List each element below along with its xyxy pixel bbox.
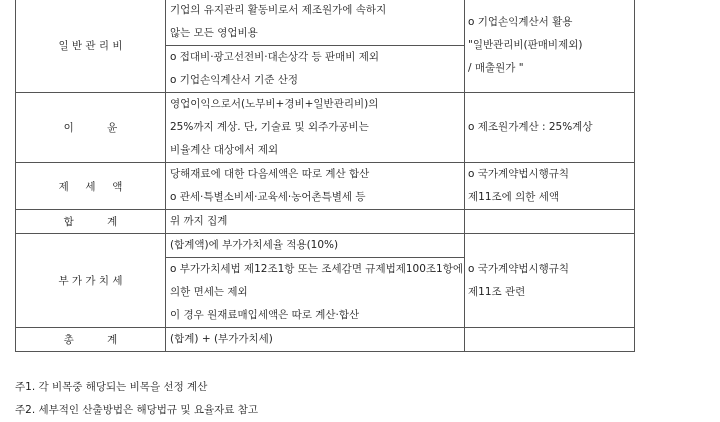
row-note: [465, 328, 635, 352]
table-row: [16, 163, 635, 210]
table-row: [16, 234, 635, 328]
note-line: "일반관리비(판매비제외): [468, 39, 583, 51]
description-line: 의한 면세는 제외: [170, 286, 248, 298]
description-line: 위 까지 집계: [170, 215, 228, 227]
row-category: 일 반 관 리 비: [16, 0, 166, 93]
row-description: [166, 328, 465, 352]
cost-table-body: [16, 0, 635, 352]
row-note: [465, 210, 635, 234]
note-line: o 제조원가계산 : 25%계상: [468, 121, 593, 133]
description-line: 않는 모든 영업비용: [170, 27, 258, 39]
table-row: [16, 328, 635, 352]
note-line: o 국가계약법시행규칙: [468, 168, 570, 180]
note-line: 제11조에 의한 세액: [468, 191, 560, 203]
description-line: 이 경우 원재료매입세액은 따로 계산·합산: [170, 309, 360, 321]
description-line: 기업의 유지관리 활동비로서 제조원가에 속하지: [170, 4, 387, 16]
note-line: / 매출원가 ": [468, 62, 524, 74]
row-category: 합 계: [16, 210, 166, 234]
description-line: o 접대비·광고선전비·대손상각 등 판매비 제외: [170, 51, 380, 63]
table-row: [16, 210, 635, 234]
row-description: [166, 163, 465, 210]
row-note: [465, 93, 635, 163]
description-block: [170, 328, 464, 351]
description-line: 비율계산 대상에서 제외: [170, 144, 279, 156]
footnote-1: 주1. 각 비목중 해당되는 비목을 선정 계산: [15, 381, 208, 393]
row-note: [465, 0, 635, 93]
row-note: [465, 234, 635, 328]
row-category: 부 가 가 치 세: [16, 234, 166, 328]
description-line: (합계액)에 부가가치세율 적용(10%): [170, 239, 339, 251]
description-block: [170, 163, 464, 209]
description-block: [170, 93, 464, 162]
row-description: [166, 210, 465, 234]
note-line: o 기업손익계산서 활용: [468, 16, 573, 28]
description-line: (합계) + (부가가치세): [170, 333, 273, 345]
description-line: 25%까지 계상. 단, 기술료 및 외주가공비는: [170, 121, 369, 133]
description-block: [166, 45, 464, 92]
row-description: [166, 234, 465, 328]
table-row: [16, 93, 635, 163]
row-category: 이 윤: [16, 93, 166, 163]
row-note: [465, 163, 635, 210]
footnote-2: 주2. 세부적인 산출방법은 해당법규 및 요율자료 참고: [15, 404, 259, 416]
description-block: [166, 257, 464, 327]
description-line: o 기업손익계산서 기준 산정: [170, 74, 299, 86]
description-block: [170, 234, 464, 257]
table-row: [16, 0, 635, 93]
row-description: [166, 0, 465, 93]
note-line: o 국가계약법시행규칙: [468, 262, 570, 275]
description-line: 당해재료에 대한 다음세액은 따로 계산 합산: [170, 168, 370, 180]
description-line: o 부가가치세법 제12조1항 또는 조세감면 규제법제100조1항에: [170, 263, 464, 275]
row-category: 제 세 액: [16, 163, 166, 210]
description-block: [170, 210, 464, 233]
description-block: [170, 0, 464, 45]
row-category: 총 계: [16, 328, 166, 352]
footnotes: [15, 376, 258, 422]
description-line: 영업이익으로서(노무비+경비+일반관리비)의: [170, 98, 379, 110]
note-line: 제11조 관련: [468, 285, 526, 298]
description-line: o 관세·특별소비세·교육세·농어촌특별세 등: [170, 191, 366, 203]
cost-table: [15, 0, 635, 352]
row-description: [166, 93, 465, 163]
